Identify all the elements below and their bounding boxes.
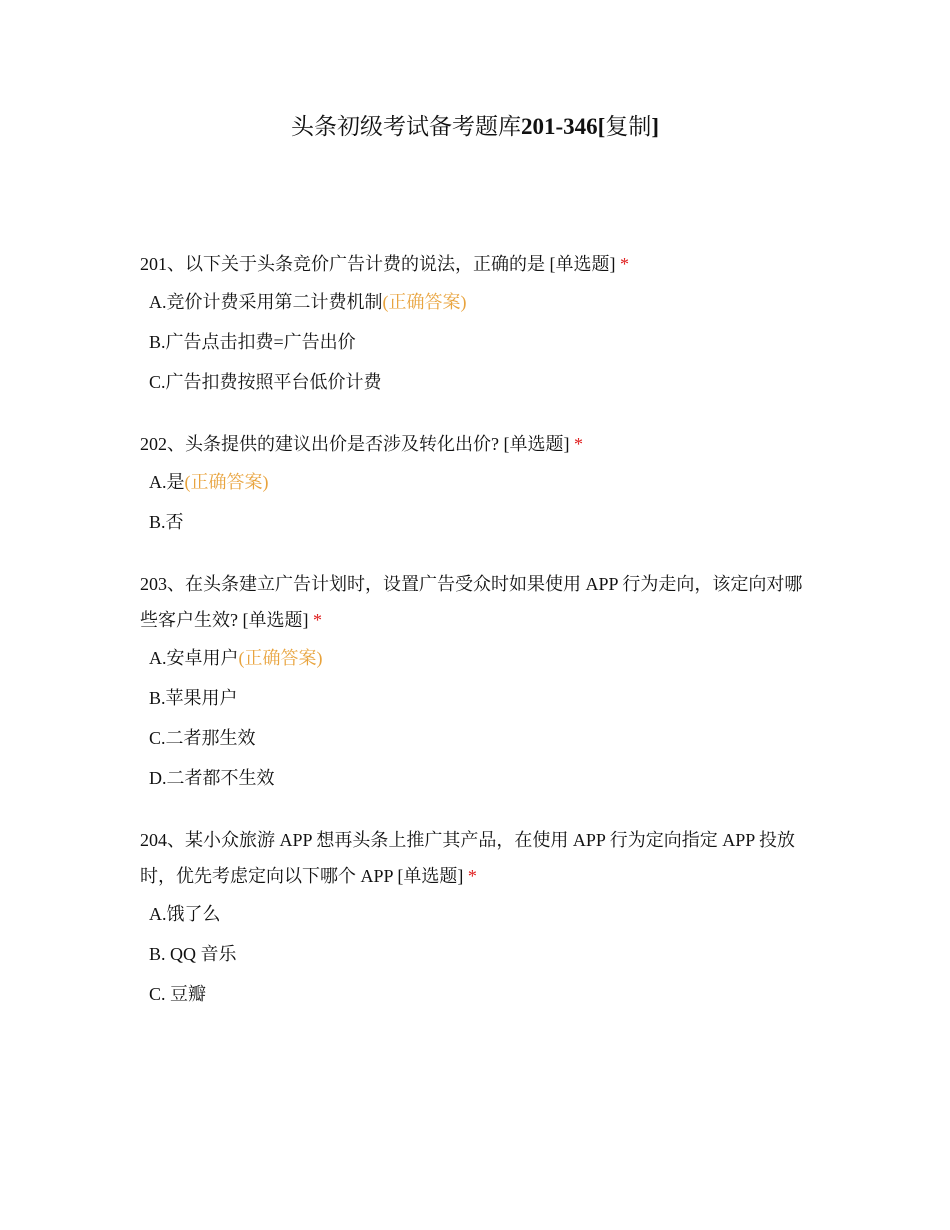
title-copy-word: 复制 (605, 114, 652, 139)
question-text: 202、头条提供的建议出价是否涉及转化出价? [单选题] * (140, 434, 583, 454)
option-c[interactable]: C.二者那生效 (149, 728, 256, 748)
question-text: 203、在头条建立广告计划时，设置广告受众时如果使用 APP 行为走向，该定向对哪些客户生效? [单选题] * (140, 574, 803, 630)
correct-answer-tag: (正确答案) (382, 292, 467, 312)
option-c[interactable]: C. 豆瓣 (149, 984, 207, 1004)
option-c[interactable]: C.广告扣费按照平台低价计费 (149, 372, 382, 392)
option-a[interactable]: A.是(正确答案) (149, 472, 269, 492)
required-mark: * (312, 610, 322, 630)
question-text: 204、某小众旅游 APP 想再头条上推广其产品，在使用 APP 行为定向指定 APP 投放时，优先考虑定向以下哪个 APP [单选题] * (140, 830, 796, 886)
title-prefix: 头条初级考试备考题库 (291, 114, 521, 139)
question-202 (140, 426, 820, 536)
question-text: 201、以下关于头条竞价广告计费的说法，正确的是 [单选题] * (140, 254, 629, 274)
question-list (140, 246, 820, 1038)
required-mark: * (467, 866, 477, 886)
correct-answer-tag: (正确答案) (184, 472, 269, 492)
option-b[interactable]: B. QQ 音乐 (149, 944, 237, 964)
option-d[interactable]: D.二者都不生效 (149, 768, 275, 788)
correct-answer-tag: (正确答案) (238, 648, 323, 668)
title-range: 201-346[ (521, 114, 606, 139)
option-a[interactable]: A.安卓用户(正确答案) (149, 648, 323, 668)
question-201 (140, 246, 820, 396)
option-a[interactable]: A.竞价计费采用第二计费机制(正确答案) (149, 292, 467, 312)
option-b[interactable]: B.广告点击扣费=广告出价 (149, 332, 356, 352)
document-title (0, 110, 950, 144)
option-a[interactable]: A.饿了么 (149, 904, 221, 924)
question-204 (140, 822, 820, 1008)
required-mark: * (573, 434, 583, 454)
option-b[interactable]: B.苹果用户 (149, 688, 238, 708)
title-close-bracket: ] (651, 114, 659, 139)
required-mark: * (620, 254, 629, 274)
question-203 (140, 566, 820, 792)
option-b[interactable]: B.否 (149, 512, 184, 532)
